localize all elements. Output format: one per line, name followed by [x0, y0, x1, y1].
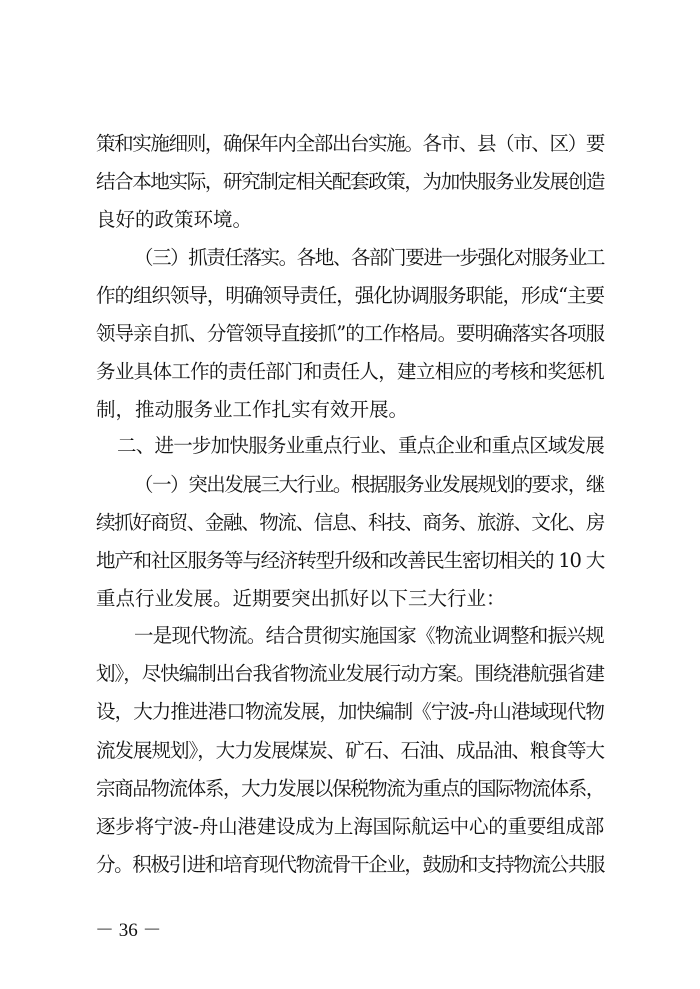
para-modern-logistics-line: 分。积极引进和培育现代物流骨干企业，鼓励和支持物流公共服: [96, 853, 604, 877]
para-modern-logistics-line: 流发展规划》，大力发展煤炭、矿石、石油、成品油、粮食等大: [96, 738, 604, 762]
para-three-industries-line: 续抓好商贸、金融、物流、信息、科技、商务、旅游、文化、房: [96, 511, 604, 534]
para-policy-end-line: 结合本地实际，研究制定相关配套政策，为加快服务业发展创造: [96, 170, 604, 193]
para-responsibility-line: 领导亲自抓、分管领导直接抓”的工作格局。要明确落实各项服: [96, 322, 604, 345]
para-modern-logistics-line: 宗商品物流体系，大力发展以保税物流为重点的国际物流体系，: [96, 776, 604, 800]
page-number: － 36 －: [95, 920, 162, 941]
section-heading-two-line: 二、进一步加快服务业重点行业、重点企业和重点区域发展: [117, 434, 604, 457]
para-responsibility-line: 作的组织领导，明确领导责任，强化协调服务职能，形成“主要: [96, 284, 604, 307]
para-modern-logistics-line: 划》，尽快编制出台我省物流业发展行动方案。围绕港航强省建: [96, 662, 604, 686]
para-modern-logistics-line: 一是现代物流。结合贯彻实施国家《物流业调整和振兴规: [134, 624, 604, 647]
para-three-industries-line: 地产和社区服务等与经济转型升级和改善民生密切相关的 10 大: [96, 549, 604, 572]
para-modern-logistics-line: 逐步将宁波-舟山港建设成为上海国际航运中心的重要组成部: [96, 815, 604, 838]
para-responsibility-line: 务业具体工作的责任部门和责任人，建立相应的考核和奖惩机: [96, 360, 604, 383]
para-policy-end-line: 良好的政策环境。: [96, 208, 253, 231]
para-responsibility-line: 制，推动服务业工作扎实有效开展。: [96, 398, 409, 421]
para-responsibility-line: （三）抓责任落实。各地、各部门要进一步强化对服务业工: [134, 246, 604, 269]
para-three-industries-line: （一）突出发展三大行业。根据服务业发展规划的要求，继: [134, 473, 604, 496]
para-three-industries-line: 重点行业发展。近期要突出抓好以下三大行业：: [96, 587, 506, 610]
para-modern-logistics-line: 设，大力推进港口物流发展，加快编制《宁波-舟山港域现代物: [96, 700, 604, 724]
para-policy-end-line: 策和实施细则，确保年内全部出台实施。各市、县（市、区）要: [96, 132, 604, 155]
